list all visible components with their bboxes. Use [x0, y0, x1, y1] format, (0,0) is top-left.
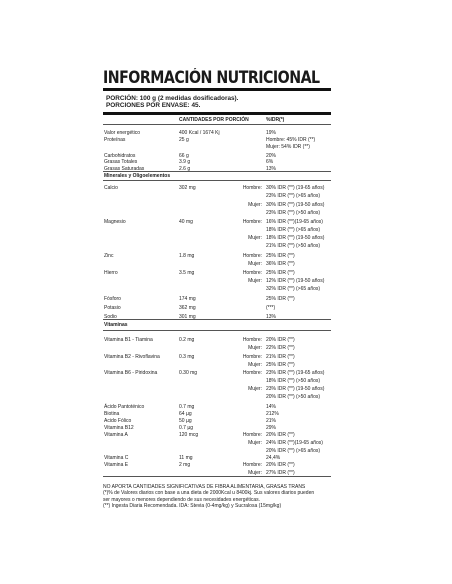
nutrient-name: Carbohidratos — [104, 153, 136, 159]
idr-value: 20% — [266, 153, 277, 159]
nutrient-name: Proteínas — [104, 137, 126, 143]
nutrient-amount: 0.7 mg — [179, 404, 195, 410]
sex-label: Mujer: — [248, 202, 262, 208]
nutrient-name: Ácido Pantoténico — [104, 404, 145, 410]
divider — [103, 330, 331, 331]
nutrient-name: Vitamina E — [104, 462, 129, 468]
idr-value: 24% IDR (**)(19-65 años) — [266, 440, 323, 446]
idr-value: 6% — [266, 159, 274, 165]
idr-value: 24,4% — [266, 455, 281, 461]
nutrient-name: Vitamina C — [104, 455, 129, 461]
portion-size: PORCIÓN: 100 g (2 medidas dosificadoras). — [106, 95, 239, 102]
idr-column-header: %IDR(*) — [266, 117, 285, 123]
section-minerals: Minerales y Oligoelementos — [104, 173, 171, 179]
idr-value: 18% IDR (**) (19-50 años) — [266, 235, 325, 241]
nutrient-name: Hierro — [104, 270, 118, 276]
nutrient-name: Vitamina B2 - Rivoflavina — [104, 354, 160, 360]
idr-value: 20% IDR (**) — [266, 462, 295, 468]
idr-value: 21% IDR (**) — [266, 354, 295, 360]
nutrient-name: Grasas Totales — [104, 159, 138, 165]
idr-value: 19% — [266, 130, 277, 136]
nutrient-amount: 120 mcg — [179, 432, 199, 438]
divider — [103, 476, 331, 477]
idr-value: 22% IDR (**) — [266, 345, 295, 351]
idr-value: 13% — [266, 314, 277, 320]
sex-label: Hombre: — [242, 370, 262, 376]
portions-per-container: PORCIONES POR ENVASE: 45. — [106, 102, 201, 110]
idr-value: 18% IDR (**) (>65 años) — [266, 227, 321, 233]
nutrient-amount: 0.3 mg — [179, 354, 195, 360]
sex-label: Hombre: — [242, 462, 262, 468]
nutrient-name: Vitamina B1 - Tiamina — [104, 337, 153, 343]
nutrient-name: Zinc — [104, 253, 114, 259]
amount-column-header: CANTIDADES POR PORCIÓN — [179, 117, 249, 123]
idr-value: 16% IDR (**)(19-65 años) — [266, 219, 323, 225]
sex-label: Mujer: — [248, 386, 262, 392]
idr-value: 25% IDR (**) — [266, 362, 295, 368]
nutrient-amount: 1.8 mg — [179, 253, 195, 259]
nutrient-amount: 3.5 mg — [179, 270, 195, 276]
nutrient-name: Sodio — [104, 314, 117, 320]
sex-label: Mujer: — [248, 261, 262, 267]
sex-label: Mujer: — [248, 440, 262, 446]
idr-value: Hombre: 45% IDR (**) — [266, 137, 316, 143]
nutrient-amount: 301 mg — [179, 314, 196, 320]
idr-value: 30% IDR (**) (19-50 años) — [266, 202, 325, 208]
idr-value: 21% IDR (**) (>50 años) — [266, 243, 321, 249]
idr-value: 25% IDR (**) — [266, 253, 295, 259]
sex-label: Hombre: — [242, 253, 262, 259]
nutrient-name: Grasas Saturadas — [104, 166, 145, 172]
sex-label: Hombre: — [242, 337, 262, 343]
idr-value: 36% IDR (**) — [266, 261, 295, 267]
nutrient-name: Valor energético — [104, 130, 141, 136]
idr-value: 12% IDR (**) (19-50 años) — [266, 278, 325, 284]
nutrient-name: Calcio — [104, 185, 118, 191]
nutrient-amount: 2.6 g — [179, 166, 191, 172]
sex-label: Mujer: — [248, 278, 262, 284]
sex-label: Mujer: — [248, 470, 262, 476]
divider — [103, 319, 331, 320]
nutrient-amount: 50 µg — [179, 418, 192, 424]
divider — [103, 180, 331, 181]
idr-value: 212% — [266, 411, 279, 417]
idr-value: 25% IDR (**) — [266, 296, 295, 302]
sex-label: Hombre: — [242, 432, 262, 438]
nutrient-name: Vitamina B6 - Piridoxina — [104, 370, 158, 376]
nutrient-name: Vitamina A — [104, 432, 128, 438]
sex-label: Hombre: — [242, 354, 262, 360]
nutrient-name: Magnesio — [104, 219, 126, 225]
nutrient-amount: 302 mg — [179, 185, 196, 191]
footnote: ser mayores o menores dependiendo de sus necesidades energéticas. — [103, 496, 261, 503]
nutrient-name: Potasio — [104, 305, 121, 311]
nutrient-name: Vitamina B12 — [104, 425, 134, 431]
idr-value: 29% — [266, 425, 277, 431]
footnotes — [103, 484, 331, 510]
header-rule — [103, 112, 331, 115]
nutrient-amount: 0.2 mg — [179, 337, 195, 343]
nutrient-amount: 66 g — [179, 153, 189, 159]
idr-value: 18% IDR (**) (>50 años) — [266, 378, 321, 384]
nutrient-amount: 0.30 mg — [179, 370, 198, 376]
nutrient-amount: 2 mg — [179, 462, 191, 468]
idr-value: 25% IDR (**) — [266, 270, 295, 276]
page-title: INFORMACIÓN NUTRICIONAL — [103, 68, 320, 87]
divider — [103, 124, 331, 125]
footnote: NO APORTA CANTIDADES SIGNIFICATIVAS DE FIBRA ALIMENTARIA, GRASAS TRANS — [103, 484, 306, 490]
sex-label: Hombre: — [242, 185, 262, 191]
nutrient-amount: 11 mg — [179, 455, 193, 461]
nutrient-amount: 25 g — [179, 137, 189, 143]
idr-value: 20% IDR (**) — [266, 337, 295, 343]
sex-label: Mujer: — [248, 345, 262, 351]
idr-value: 21% — [266, 418, 277, 424]
idr-value: 14% — [266, 404, 277, 410]
idr-value: Mujer: 54% IDR (**) — [266, 144, 310, 150]
sex-label: Hombre: — [242, 219, 262, 225]
idr-value: 13% — [266, 166, 277, 172]
title-rule — [103, 88, 331, 91]
nutrient-amount: 400 Kcal / 1674 Kj — [179, 130, 220, 136]
nutrient-amount: 64 µg — [179, 411, 192, 417]
nutrient-amount: 174 mg — [179, 296, 196, 302]
section-vitamins: Vitaminas — [104, 322, 128, 328]
nutrient-name: Fósforo — [104, 296, 121, 302]
nutrient-name: Biotina — [104, 411, 120, 417]
footnote: (**) Ingesta Diaria Recomendada. IDA: Stevia (0-4mg/kg) y Sucralosa (15mg/kg) — [103, 503, 282, 510]
nutrient-amount: 3.9 g — [179, 159, 191, 165]
idr-value: (***) — [266, 305, 276, 311]
sex-label: Hombre: — [242, 270, 262, 276]
nutrient-amount: 362 mg — [179, 305, 196, 311]
sex-label: Mujer: — [248, 362, 262, 368]
idr-value: 23% IDR (**) (19-65 años) — [266, 370, 325, 376]
idr-value: 23% IDR (**) (>65 años) — [266, 193, 321, 199]
idr-value: 20% IDR (**) (>50 años) — [266, 394, 321, 400]
footnote: (*)% de Valores diarios con base a una dieta de 2000Kcal u 8400kj. Sus valores diarios pueden — [103, 490, 315, 497]
sex-label: Mujer: — [248, 235, 262, 241]
idr-value: 20% IDR (**) (>65 años) — [266, 448, 321, 454]
nutrient-name: Acido Fólico — [104, 418, 132, 424]
idr-value: 23% IDR (**) (19-50 años) — [266, 386, 325, 392]
portion-info — [106, 95, 238, 110]
idr-value: 27% IDR (**) — [266, 470, 295, 476]
idr-value: 32% IDR (**) (>65 años) — [266, 286, 321, 292]
nutrient-amount: 0.7 µg — [179, 425, 194, 431]
idr-value: 30% IDR (**) (19-65 años) — [266, 185, 325, 191]
idr-value: 23% IDR (**) (>50 años) — [266, 210, 321, 216]
idr-value: 20% IDR (**) — [266, 432, 295, 438]
nutrient-amount: 40 mg — [179, 219, 193, 225]
